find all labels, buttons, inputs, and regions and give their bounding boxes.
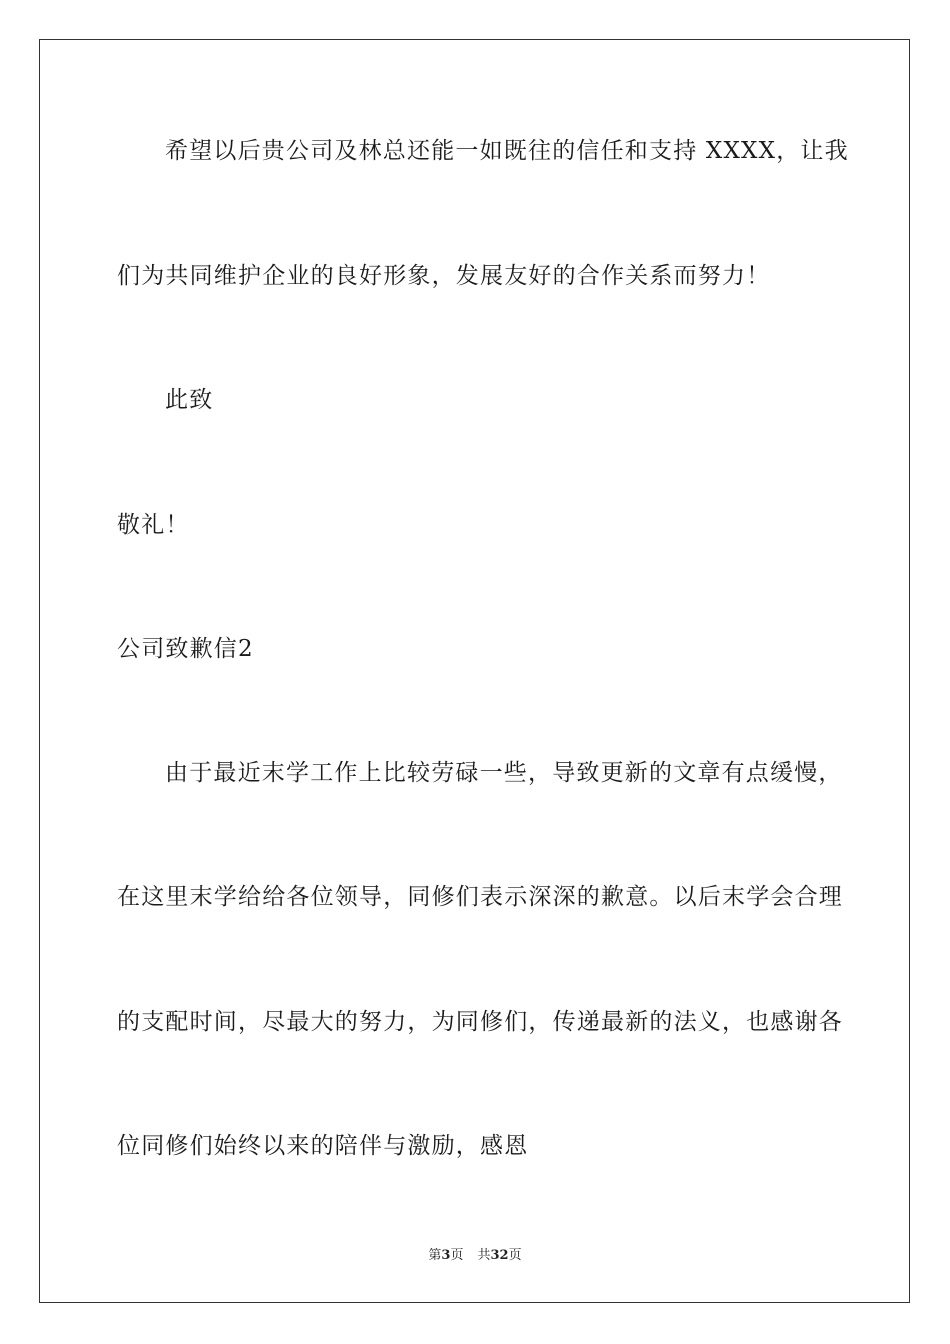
paragraph-line: 由于最近末学工作上比较劳碌一些，导致更新的文章有点缓慢， [165,760,843,786]
page-number-suffix: 页 [450,1248,464,1263]
paragraph-line: 在这里末学给给各位领导，同修们表示深深的歉意。以后末学会合理 [117,884,843,910]
closing-line: 敬礼！ [117,512,190,538]
page-number-prefix: 第 [428,1248,442,1263]
paragraph-line: 的支配时间，尽最大的努力，为同修们，传递最新的法义，也感谢各 [117,1009,843,1035]
paragraph-line: 位同修们始终以来的陪伴与激励，感恩 [117,1133,529,1159]
paragraph-line: 希望以后贵公司及林总还能一如既往的信任和支持 XXXX，让我 [165,138,849,164]
page-border [39,39,910,1303]
page-total-prefix: 共 [477,1248,491,1263]
page-footer [0,1247,950,1265]
section-title: 公司致歉信2 [117,636,254,662]
page-total: 32 [490,1248,509,1263]
page-number: 3 [441,1248,451,1263]
paragraph-line: 们为共同维护企业的良好形象，发展友好的合作关系而努力！ [117,263,771,289]
salutation-line: 此致 [165,387,214,413]
page-total-suffix: 页 [508,1248,522,1263]
